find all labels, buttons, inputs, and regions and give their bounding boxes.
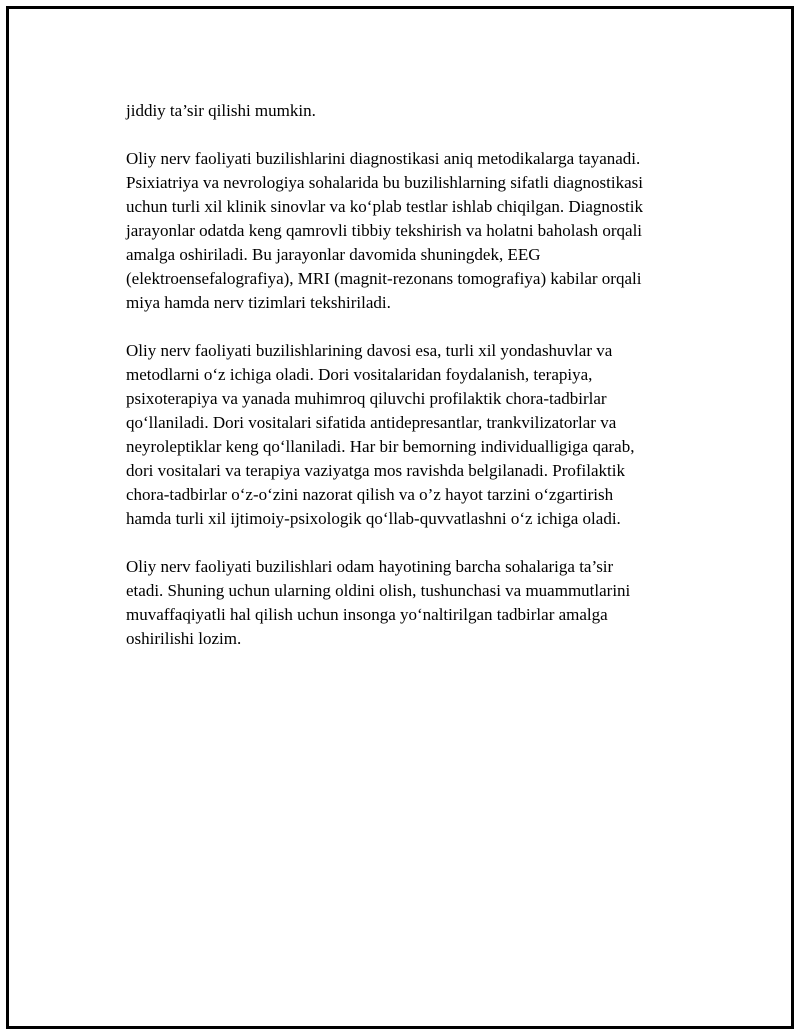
text-line: metodlarni o‘z ichiga oladi. Dori vositalaridan foydalanish, terapiya, [126, 365, 593, 384]
text-line: Oliy nerv faoliyati buzilishlarining davosi esa, turli xil yondashuvlar va [126, 341, 613, 360]
text-line: Oliy nerv faoliyati buzilishlari odam hayotining barcha sohalariga ta’sir [126, 557, 614, 576]
text-line: miya hamda nerv tizimlari tekshiriladi. [126, 293, 391, 312]
text-line: oshirilishi lozim. [126, 629, 242, 648]
page-frame [6, 6, 794, 1029]
text-line: psixoterapiya va yanada muhimroq qiluvchi profilaktik chora-tadbirlar [126, 389, 607, 408]
paragraph-1 [126, 99, 696, 123]
text-line: hamda turli xil ijtimoiy-psixologik qo‘llab-quvvatlashni o‘z ichiga oladi. [126, 509, 621, 528]
text-line: muvaffaqiyatli hal qilish uchun insonga yo‘naltirilgan tadbirlar amalga [126, 605, 608, 624]
text-line: Oliy nerv faoliyati buzilishlarini diagnostikasi aniq metodikalarga tayanadi. [126, 149, 641, 168]
text-line: Psixiatriya va nevrologiya sohalarida bu buzilishlarning sifatli diagnostikasi [126, 173, 643, 192]
text-line: jiddiy ta’sir qilishi mumkin. [126, 101, 316, 120]
paragraph-4 [126, 555, 696, 651]
page-content [126, 99, 696, 675]
text-line: (elektroensefalografiya), MRI (magnit-rezonans tomografiya) kabilar orqali [126, 269, 642, 288]
paragraph-3 [126, 339, 696, 531]
text-line: uchun turli xil klinik sinovlar va ko‘plab testlar ishlab chiqilgan. Diagnostik [126, 197, 643, 216]
text-line: amalga oshiriladi. Bu jarayonlar davomida shuningdek, EEG [126, 245, 541, 264]
text-line: etadi. Shuning uchun ularning oldini olish, tushunchasi va muammutlarini [126, 581, 631, 600]
text-line: neyroleptiklar keng qo‘llaniladi. Har bir bemorning individualligiga qarab, [126, 437, 635, 456]
text-line: jarayonlar odatda keng qamrovli tibbiy tekshirish va holatni baholash orqali [126, 221, 643, 240]
paragraph-2 [126, 147, 696, 315]
text-line: dori vositalari va terapiya vaziyatga mos ravishda belgilanadi. Profilaktik [126, 461, 625, 480]
text-line: chora-tadbirlar o‘z-o‘zini nazorat qilish va o’z hayot tarzini o‘zgartirish [126, 485, 614, 504]
text-line: qo‘llaniladi. Dori vositalari sifatida antidepresantlar, trankvilizatorlar va [126, 413, 617, 432]
